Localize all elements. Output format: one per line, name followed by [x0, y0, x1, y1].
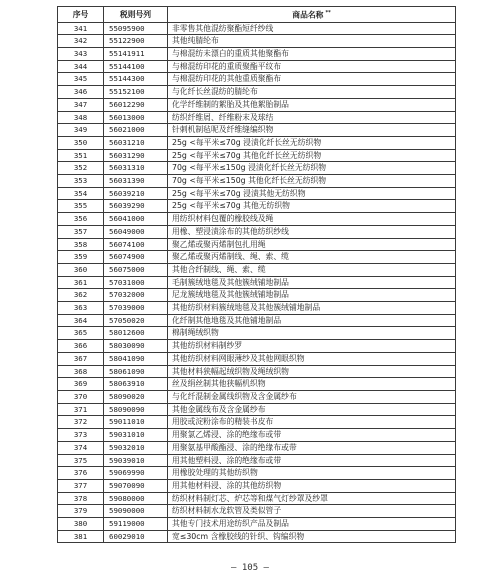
- table-row: [58, 276, 456, 289]
- cell-name: 其他纺织材料网眼薄纱及其他网眼织物: [168, 352, 456, 365]
- cell-code: 56031390: [104, 175, 168, 188]
- table-row: [58, 492, 456, 505]
- cell-code: 59069990: [104, 467, 168, 480]
- table-row: [58, 441, 456, 454]
- table-row: [58, 352, 456, 365]
- cell-code: 56039290: [104, 200, 168, 213]
- cell-code: 59080000: [104, 492, 168, 505]
- cell-seq: 375: [58, 454, 104, 467]
- cell-code: 57032000: [104, 289, 168, 302]
- cell-seq: 343: [58, 48, 104, 61]
- cell-name: 毛制簇绒地毯及其他簇绒铺地制品: [168, 276, 456, 289]
- table-row: [58, 225, 456, 238]
- table-row: [58, 86, 456, 99]
- cell-seq: 370: [58, 390, 104, 403]
- cell-code: 56075000: [104, 263, 168, 276]
- table-row: [58, 263, 456, 276]
- cell-name: 宽≤30cm 含橡胶线的针织、钩编织物: [168, 530, 456, 543]
- table-row: [58, 187, 456, 200]
- cell-seq: 373: [58, 429, 104, 442]
- cell-name: 丝及绢丝制其他狭幅机织物: [168, 378, 456, 391]
- cell-seq: 348: [58, 111, 104, 124]
- table-row: [58, 60, 456, 73]
- cell-seq: 366: [58, 340, 104, 353]
- cell-seq: 377: [58, 479, 104, 492]
- cell-code: 57050020: [104, 314, 168, 327]
- cell-seq: 354: [58, 187, 104, 200]
- table-row: [58, 530, 456, 543]
- cell-seq: 374: [58, 441, 104, 454]
- cell-name: 与化纤混制金属线织物及含金属纱布: [168, 390, 456, 403]
- cell-seq: 363: [58, 302, 104, 315]
- cell-name: 纺织材料制灯芯、炉芯等和煤气灯纱罩及纱罩: [168, 492, 456, 505]
- table-row: [58, 48, 456, 61]
- cell-seq: 357: [58, 225, 104, 238]
- cell-seq: 350: [58, 136, 104, 149]
- cell-code: 56031310: [104, 162, 168, 175]
- table-row: [58, 454, 456, 467]
- table-row: [58, 505, 456, 518]
- cell-name: 用纺织材料包覆的橡胶线及绳: [168, 213, 456, 226]
- cell-seq: 365: [58, 327, 104, 340]
- cell-seq: 360: [58, 263, 104, 276]
- cell-code: 58041090: [104, 352, 168, 365]
- cell-name: 用其他塑料浸、涂的绝缘布或带: [168, 454, 456, 467]
- table-row: [58, 213, 456, 226]
- table-row: [58, 378, 456, 391]
- cell-name: 用橡、塑浸渍涂布的其他纺织纱线: [168, 225, 456, 238]
- table-row: [58, 238, 456, 251]
- table-row: [58, 149, 456, 162]
- cell-code: 58030090: [104, 340, 168, 353]
- table-row: [58, 22, 456, 35]
- cell-seq: 361: [58, 276, 104, 289]
- cell-name: 尼龙簇绒地毯及其他簇绒铺地制品: [168, 289, 456, 302]
- table-row: [58, 365, 456, 378]
- cell-name: 25g <每平米≤70g 其他无纺织物: [168, 200, 456, 213]
- cell-name: 其他专门技术用途纺织产品及制品: [168, 518, 456, 531]
- cell-name: 与棉混纺未漂白的重质其他聚酯布: [168, 48, 456, 61]
- cell-seq: 359: [58, 251, 104, 264]
- cell-seq: 367: [58, 352, 104, 365]
- cell-seq: 349: [58, 124, 104, 137]
- cell-seq: 362: [58, 289, 104, 302]
- tariff-table: [57, 6, 456, 543]
- cell-code: 56013000: [104, 111, 168, 124]
- cell-code: 55122900: [104, 35, 168, 48]
- cell-name: 其他纺织材料制纱罗: [168, 340, 456, 353]
- cell-seq: 381: [58, 530, 104, 543]
- cell-name: 其他金属线布及含金属纱布: [168, 403, 456, 416]
- header-name: [168, 7, 456, 23]
- table-row: [58, 327, 456, 340]
- cell-name: 25g <每平米≤70g 浸渍化纤长丝无纺织物: [168, 136, 456, 149]
- cell-code: 59119000: [104, 518, 168, 531]
- cell-name: 用橡胶处理的其他纺织物: [168, 467, 456, 480]
- cell-code: 56031210: [104, 136, 168, 149]
- header-name-label: 商品名称: [292, 10, 324, 20]
- table-header-row: [58, 7, 456, 23]
- cell-code: 59031010: [104, 429, 168, 442]
- cell-name: 纺织纤维屑、纤维粉末及球结: [168, 111, 456, 124]
- cell-code: 55141911: [104, 48, 168, 61]
- cell-name: 与棉混纺印花的重质聚酯平纹布: [168, 60, 456, 73]
- cell-code: 58061090: [104, 365, 168, 378]
- table-row: [58, 403, 456, 416]
- cell-name: 棉制绳绒织物: [168, 327, 456, 340]
- cell-name: 与化纤长丝混纺的腈纶布: [168, 86, 456, 99]
- cell-seq: 369: [58, 378, 104, 391]
- cell-seq: 368: [58, 365, 104, 378]
- cell-seq: 347: [58, 98, 104, 111]
- table-row: [58, 314, 456, 327]
- cell-code: 59011010: [104, 416, 168, 429]
- cell-name: 其他材料狭幅起绒织物及绳绒织物: [168, 365, 456, 378]
- cell-name: 用聚氯乙烯浸、涂的绝缘布或带: [168, 429, 456, 442]
- cell-code: 60029010: [104, 530, 168, 543]
- cell-code: 59070090: [104, 479, 168, 492]
- cell-seq: 380: [58, 518, 104, 531]
- cell-name: 25g <每平米≤70g 浸渍其他无纺织物: [168, 187, 456, 200]
- cell-name: 非零售其他混纺聚酯短纤纱线: [168, 22, 456, 35]
- table-row: [58, 289, 456, 302]
- header-name-footnote-mark: **: [325, 10, 331, 16]
- cell-name: 用聚氨基甲酸酯浸、涂的绝缘布或带: [168, 441, 456, 454]
- cell-name: 用其他材料浸、涂的其他纺织物: [168, 479, 456, 492]
- table-row: [58, 35, 456, 48]
- table-row: [58, 416, 456, 429]
- cell-code: 55144300: [104, 73, 168, 86]
- cell-name: 聚乙烯或聚丙烯制线、绳、索、缆: [168, 251, 456, 264]
- cell-name: 化纤制其他地毯及其他铺地制品: [168, 314, 456, 327]
- cell-seq: 364: [58, 314, 104, 327]
- cell-seq: 353: [58, 175, 104, 188]
- table-body: [58, 22, 456, 543]
- table-row: [58, 73, 456, 86]
- cell-code: 56021000: [104, 124, 168, 137]
- cell-code: 55095900: [104, 22, 168, 35]
- cell-code: 58090090: [104, 403, 168, 416]
- table-row: [58, 467, 456, 480]
- cell-seq: 342: [58, 35, 104, 48]
- header-code: 税则号列: [104, 7, 168, 23]
- cell-code: 57039000: [104, 302, 168, 315]
- table-row: [58, 251, 456, 264]
- cell-name: 其他合纤制线、绳、索、缆: [168, 263, 456, 276]
- table-row: [58, 390, 456, 403]
- table-row: [58, 162, 456, 175]
- table-row: [58, 136, 456, 149]
- cell-seq: 351: [58, 149, 104, 162]
- cell-code: 58012600: [104, 327, 168, 340]
- cell-code: 56074900: [104, 251, 168, 264]
- table-row: [58, 124, 456, 137]
- cell-code: 56039210: [104, 187, 168, 200]
- cell-name: 纺织材料制水龙软管及类似管子: [168, 505, 456, 518]
- cell-seq: 355: [58, 200, 104, 213]
- cell-code: 56031290: [104, 149, 168, 162]
- cell-name: 其他纯腈纶布: [168, 35, 456, 48]
- cell-code: 56041000: [104, 213, 168, 226]
- cell-seq: 345: [58, 73, 104, 86]
- cell-seq: 352: [58, 162, 104, 175]
- cell-code: 55144100: [104, 60, 168, 73]
- cell-seq: 341: [58, 22, 104, 35]
- cell-code: 56049000: [104, 225, 168, 238]
- table-row: [58, 340, 456, 353]
- cell-seq: 376: [58, 467, 104, 480]
- cell-code: 56074100: [104, 238, 168, 251]
- table-row: [58, 302, 456, 315]
- cell-code: 57031000: [104, 276, 168, 289]
- cell-code: 58063910: [104, 378, 168, 391]
- table-row: [58, 98, 456, 111]
- header-seq: 序号: [58, 7, 104, 23]
- cell-code: 58090020: [104, 390, 168, 403]
- cell-name: 与棉混纺印花的其他重质聚酯布: [168, 73, 456, 86]
- cell-name: 用胶或淀粉涂布的精装书皮布: [168, 416, 456, 429]
- cell-name: 针刺机制毡呢及纤维缝编织物: [168, 124, 456, 137]
- cell-name: 25g <每平米≤70g 其他化纤长丝无纺织物: [168, 149, 456, 162]
- cell-code: 59039010: [104, 454, 168, 467]
- cell-code: 59032010: [104, 441, 168, 454]
- cell-seq: 358: [58, 238, 104, 251]
- table-row: [58, 479, 456, 492]
- cell-seq: 344: [58, 60, 104, 73]
- table-row: [58, 175, 456, 188]
- cell-name: 其他纺织材料簇绒地毯及其他簇绒铺地制品: [168, 302, 456, 315]
- cell-seq: 378: [58, 492, 104, 505]
- cell-seq: 379: [58, 505, 104, 518]
- cell-seq: 372: [58, 416, 104, 429]
- cell-code: 59090000: [104, 505, 168, 518]
- table-row: [58, 200, 456, 213]
- cell-code: 56012290: [104, 98, 168, 111]
- cell-seq: 346: [58, 86, 104, 99]
- cell-name: 70g <每平米≤150g 浸渍化纤长丝无纺织物: [168, 162, 456, 175]
- cell-name: 化学纤维制的絮胎及其他絮胎制品: [168, 98, 456, 111]
- cell-name: 70g <每平米≤150g 其他化纤长丝无纺织物: [168, 175, 456, 188]
- cell-seq: 371: [58, 403, 104, 416]
- page-number: — 105 —: [231, 563, 269, 573]
- cell-seq: 356: [58, 213, 104, 226]
- table-row: [58, 518, 456, 531]
- table-row: [58, 429, 456, 442]
- cell-name: 聚乙烯或聚丙烯制包扎用绳: [168, 238, 456, 251]
- cell-code: 55152100: [104, 86, 168, 99]
- table-row: [58, 111, 456, 124]
